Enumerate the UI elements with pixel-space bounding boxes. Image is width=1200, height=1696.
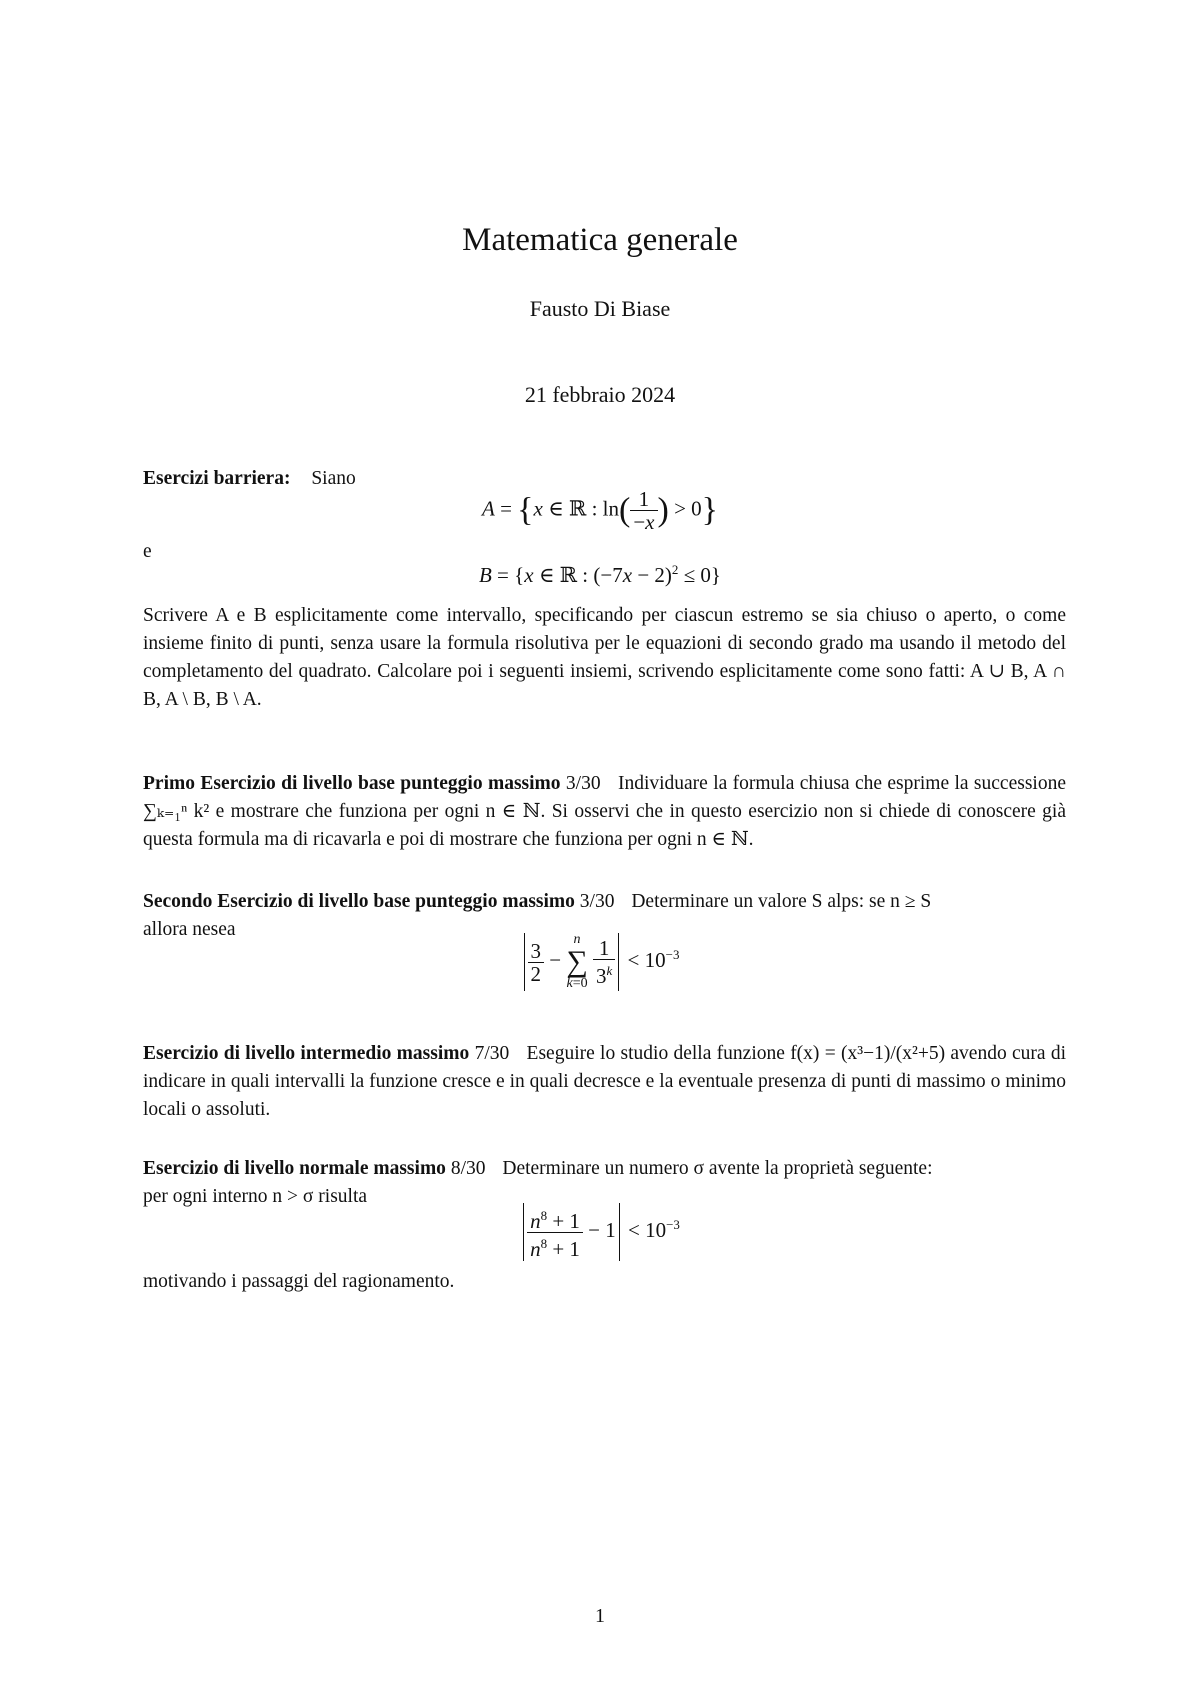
equation-set-a: A = {x ∈ ℝ : ln( $\frac{1}{-x}$ ) > 0} [482,487,718,534]
exercise-3-score: 7/30 [474,1043,510,1064]
exercise-4-score: 8/30 [450,1158,486,1179]
exercise-2-score: 3/30 [579,891,615,912]
exercise-3-body: Eseguire lo studio della funzione f(x) = (x³−1)/(x²+5) avendo cura di indicare in quali intervalli la funzione cresce e in quali decresce e la eventuale presenza di punti di massimo o minimo locali o assoluti. [143,1043,1066,1120]
document-author: Fausto Di Biase [529,296,671,321]
document-title: Matematica generale [462,222,738,258]
exercise-2-heading: Secondo Esercizio di livello base punteggio massimo [143,891,575,912]
exercise-2-line-1 [143,888,931,916]
exercise-3 [143,1040,1066,1124]
equation-set-b: B = {x ∈ ℝ : $(-7x - 2)^2 \le 0$} [478,562,722,587]
exercise-4-closing: motivando i passaggi del ragionamento. [143,1271,455,1292]
barrier-heading: Esercizi barriera: [143,468,291,489]
page-number: 1 [595,1605,605,1627]
exercise-4-body-2: per ogni interno n > σ risulta [143,1186,368,1207]
barrier-intro: Siano [311,468,356,489]
barrier-connector: e [143,541,152,562]
exercise-4-equation: $\frac{n^8 + 1}{n^8 + 1}$ − $1 < 10^{-3}$ [0,1203,1200,1261]
exercise-1-body: Individuare la formula chiusa che esprime la successione ∑ₖ₌₁ⁿ k² e mostrare che funziona per ogni n ∈ ℕ. Si osservi che in questo esercizio non si chiede di conoscere già questa formula ma di ricavarla e poi di mostrare che funziona per ogni n ∈ ℕ. [143,773,1066,850]
exercise-1-score: 3/30 [565,773,601,794]
exercise-3-heading: Esercizio di livello intermedio massimo [143,1043,470,1064]
barrier-body: Scrivere A e B esplicitamente come intervallo, specificando per ciascun estremo se sia chiuso o aperto, o come insieme finito di punti, senza usare la formula risolutiva per le equazioni di secondo grado ma usando il metodo del completamento del quadrato. Calcolare poi i seguenti insiemi, scrivendo esplicitamente come sono fatti: A ∪ B, A ∩ B, A \ B, B \ A. [143,605,1066,710]
exercise-2-body-1: Determinare un valore S alps: se n ≥ S [631,891,932,912]
exercise-2-equation: $\frac{3}{2}$ − n ∑ k=0 $\frac{1}{3^k}$ < $10^{-3}$ [0,933,1200,991]
exercise-2-body-2: allora nesea [143,919,236,940]
exercise-1-heading: Primo Esercizio di livello base punteggio massimo [143,773,561,794]
exercise-4-line-1 [143,1155,932,1183]
exercise-4-heading: Esercizio di livello normale massimo [143,1158,446,1179]
exercise-1 [143,770,1066,854]
exercise-4-body-1: Determinare un numero σ avente la proprietà seguente: [502,1158,933,1179]
document-date: 21 febbraio 2024 [524,382,676,407]
